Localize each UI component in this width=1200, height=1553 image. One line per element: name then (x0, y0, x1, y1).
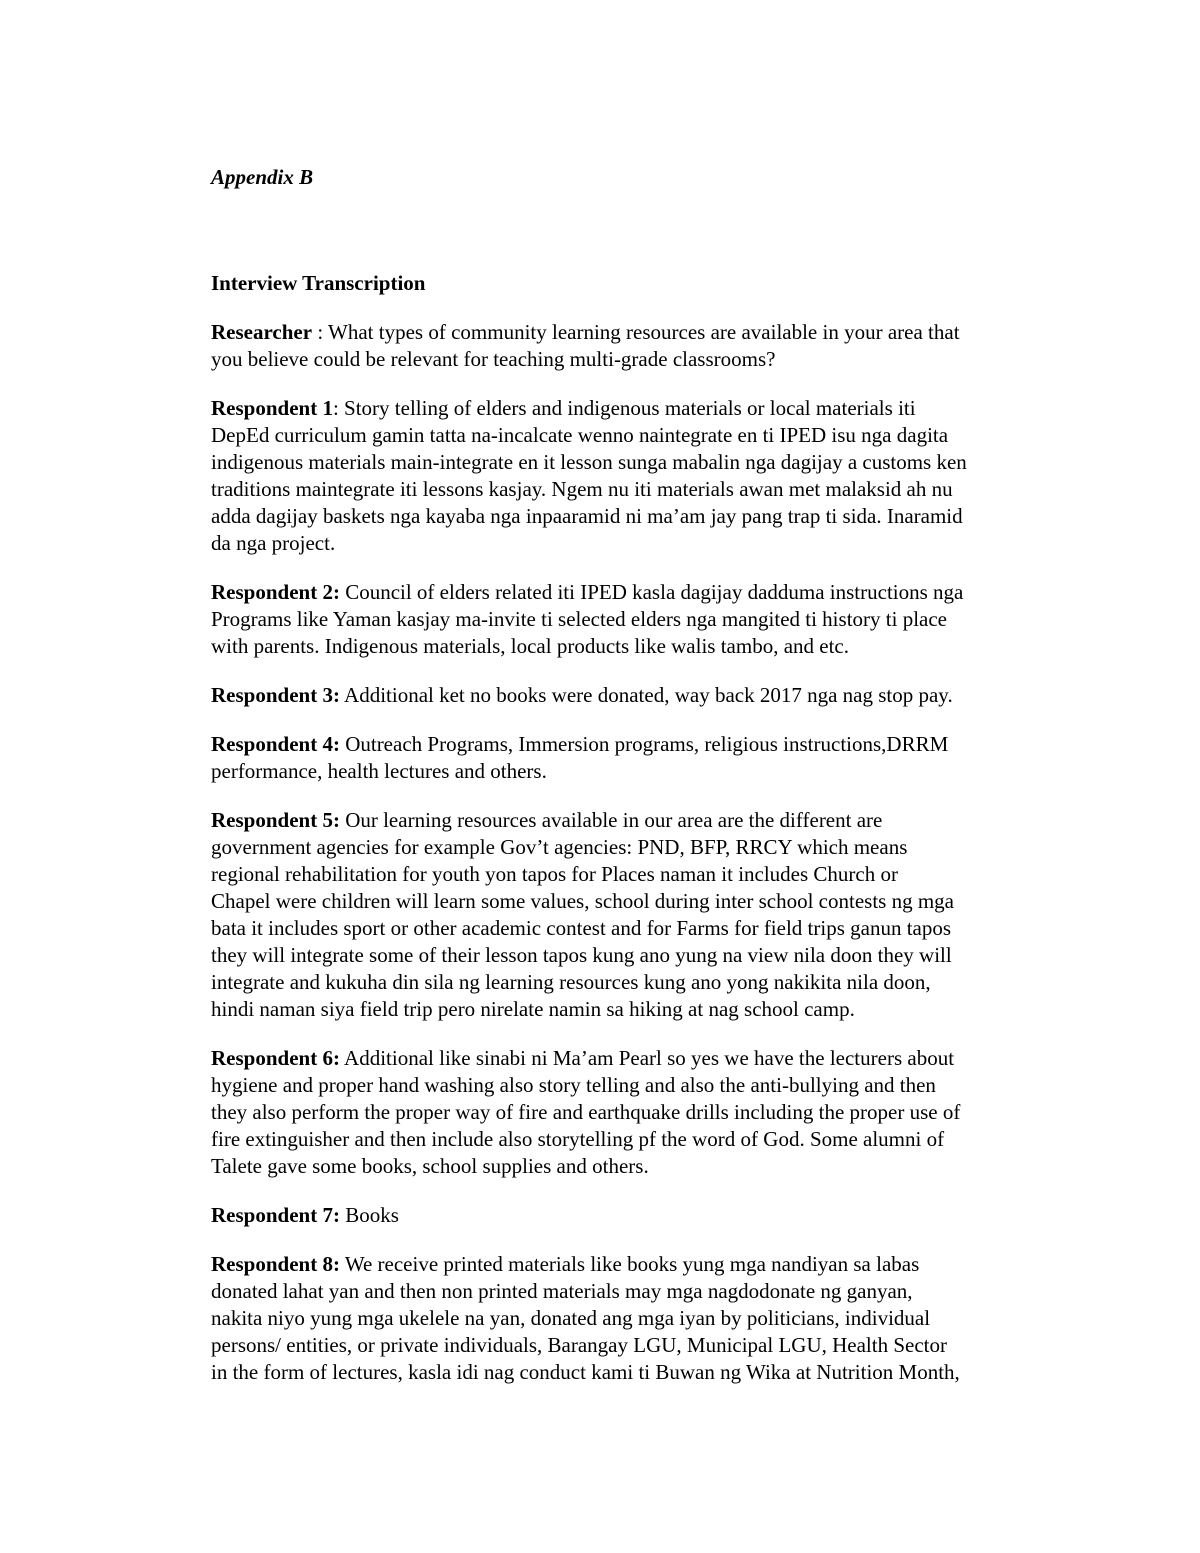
transcript-line (211, 395, 1081, 422)
line-text: What types of community learning resources are available in your area that (328, 320, 960, 344)
line-text: you believe could be relevant for teaching multi-grade classrooms? (211, 347, 776, 371)
transcript-line (211, 861, 1081, 888)
line-text: persons/ entities, or private individuals, Barangay LGU, Municipal LGU, Health Sector (211, 1333, 947, 1357)
transcript-line (211, 1072, 1081, 1099)
transcript-line (211, 633, 1081, 660)
transcript-line (211, 1099, 1081, 1126)
transcript-line (211, 579, 1081, 606)
transcript-line (211, 834, 1081, 861)
line-text: bata it includes sport or other academic contest and for Farms for field trips ganun tapos (211, 916, 952, 940)
line-text: indigenous materials main-integrate en it lesson sunga mabalin nga dagijay a customs ken (211, 450, 967, 474)
line-text: hindi naman siya field trip pero nirelate namin sa hiking at nag school camp. (211, 997, 855, 1021)
line-text: DepEd curriculum gamin tatta na-incalcate wenno naintegrate en ti IPED isu nga dagita (211, 423, 949, 447)
transcript-line (211, 915, 1081, 942)
transcript-entry (211, 579, 1081, 660)
speaker-separator: : (312, 320, 329, 344)
section-title: Interview Transcription (211, 271, 426, 295)
transcript-line (211, 996, 1081, 1023)
transcript-line (211, 530, 1081, 557)
line-text: they also perform the proper way of fire and earthquake drills including the proper use of (211, 1100, 961, 1124)
transcript-entry (211, 682, 1081, 709)
line-text: Story telling of elders and indigenous materials or local materials iti (344, 396, 916, 420)
speaker-label: Respondent 5: (211, 808, 340, 832)
speaker-label: Respondent 2: (211, 580, 340, 604)
transcript-entry (211, 1202, 1081, 1229)
line-text: Additional ket no books were donated, way back 2017 nga nag stop pay. (344, 683, 953, 707)
line-text: they will integrate some of their lesson tapos kung ano yung na view nila doon they will (211, 943, 952, 967)
transcript-line (211, 503, 1081, 530)
speaker-label: Respondent 1 (211, 396, 333, 420)
line-text: fire extinguisher and then include also storytelling pf the word of God. Some alumni of (211, 1127, 945, 1151)
speaker-label: Respondent 4: (211, 732, 340, 756)
transcript-line (211, 1202, 1081, 1229)
transcript-line (211, 1359, 1081, 1386)
transcript-line (211, 731, 1081, 758)
transcript-entry (211, 1045, 1081, 1180)
speaker-label: Respondent 7: (211, 1203, 340, 1227)
transcript-line (211, 346, 1081, 373)
transcript-line (211, 682, 1081, 709)
transcript-line (211, 422, 1081, 449)
transcript-line (211, 969, 1081, 996)
line-text: with parents. Indigenous materials, local products like walis tambo, and etc. (211, 634, 849, 658)
transcript-line (211, 758, 1081, 785)
line-text: Our learning resources available in our area are the different are (345, 808, 883, 832)
line-text: Programs like Yaman kasjay ma-invite ti selected elders nga mangited ti history ti place (211, 607, 947, 631)
appendix-label: Appendix B (211, 165, 314, 189)
line-text: We receive printed materials like books yung mga nandiyan sa labas (344, 1252, 920, 1276)
line-text: Additional like sinabi ni Ma’am Pearl so yes we have the lecturers about (344, 1046, 955, 1070)
transcript-entry (211, 731, 1081, 785)
transcript-line (211, 476, 1081, 503)
line-text: Outreach Programs, Immersion programs, religious instructions,DRRM (345, 732, 949, 756)
transcript-line (211, 1251, 1081, 1278)
line-text: hygiene and proper hand washing also story telling and also the anti-bullying and then (211, 1073, 936, 1097)
transcript-line (211, 449, 1081, 476)
line-text: government agencies for example Gov’t agencies: PND, BFP, RRCY which means (211, 835, 908, 859)
transcript-line (211, 942, 1081, 969)
line-text: nakita niyo yung mga ukelele na yan, donated ang mga iyan by politicians, individual (211, 1306, 931, 1330)
line-text: da nga project. (211, 531, 336, 555)
transcript-line (211, 1153, 1081, 1180)
speaker-label: Respondent 8: (211, 1252, 340, 1276)
line-text: traditions maintegrate iti lessons kasjay. Ngem nu iti materials awan met malaksid ah nu (211, 477, 953, 501)
transcript-line (211, 606, 1081, 633)
transcript-line (211, 807, 1081, 834)
transcript-entries (211, 319, 1081, 1386)
line-text: regional rehabilitation for youth yon tapos for Places naman it includes Church or (211, 862, 898, 886)
transcript-line (211, 1045, 1081, 1072)
line-text: Chapel were children will learn some values, school during inter school contests ng mga (211, 889, 954, 913)
line-text: donated lahat yan and then non printed materials may mga nagdodonate ng ganyan, (211, 1279, 913, 1303)
speaker-label: Respondent 3: (211, 683, 340, 707)
transcript-entry (211, 807, 1081, 1023)
transcript-entry (211, 1251, 1081, 1386)
line-text: Books (345, 1203, 399, 1227)
line-text: Council of elders related iti IPED kasla dagijay dadduma instructions nga (345, 580, 964, 604)
transcript-entry (211, 395, 1081, 557)
speaker-label: Respondent 6: (211, 1046, 340, 1070)
document-page (211, 164, 1081, 1386)
speaker-separator: : (332, 396, 345, 420)
line-text: adda dagijay baskets nga kayaba nga inpaaramid ni ma’am jay pang trap ti sida. Inaramid (211, 504, 963, 528)
transcript-entry (211, 319, 1081, 373)
transcript-line (211, 888, 1081, 915)
line-text: in the form of lectures, kasla idi nag conduct kami ti Buwan ng Wika at Nutrition Month, (211, 1360, 960, 1384)
line-text: Talete gave some books, school supplies and others. (211, 1154, 649, 1178)
transcript-line (211, 1278, 1081, 1305)
line-text: integrate and kukuha din sila ng learning resources kung ano yong nakikita nila doon, (211, 970, 931, 994)
line-text: performance, health lectures and others. (211, 759, 547, 783)
transcript-line (211, 1332, 1081, 1359)
transcript-line (211, 1305, 1081, 1332)
speaker-label: Researcher (211, 320, 313, 344)
transcript-line (211, 1126, 1081, 1153)
transcript-line (211, 319, 1081, 346)
